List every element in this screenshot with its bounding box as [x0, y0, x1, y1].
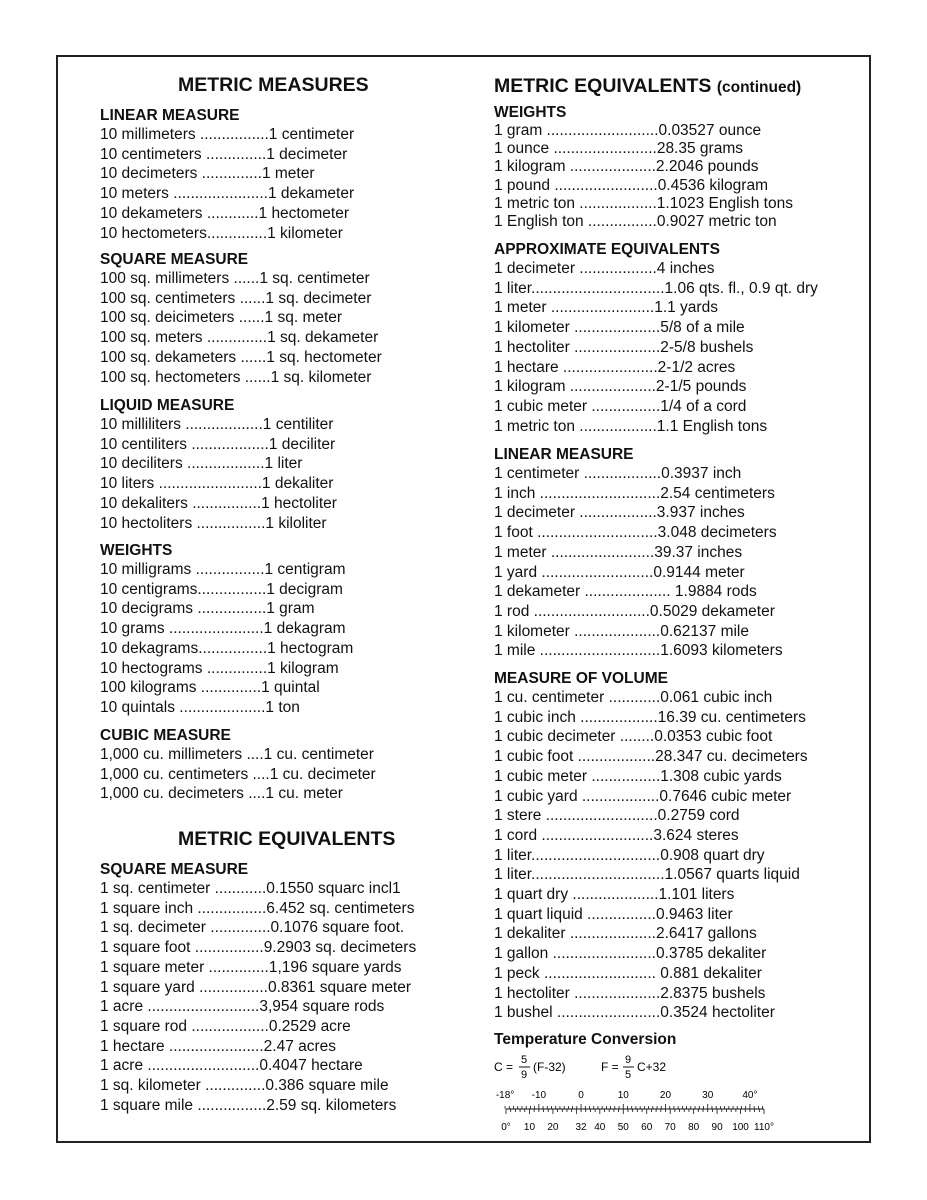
list-item: 1 acre ..........................0.4047 hectare [100, 1057, 363, 1075]
cubic-measure-section [100, 726, 376, 804]
list-item: 1 centimeter ..................0.3937 inch [494, 465, 742, 482]
liquid-measure-section [100, 396, 337, 533]
list-item: 1 kilometer ....................0.62137 mile [494, 622, 749, 640]
list-item: 10 grams ......................1 dekagram [100, 620, 346, 638]
formula-f-lhs: F = [601, 1060, 619, 1074]
list-item: 1 foot ............................3.048 decimeters [494, 524, 777, 542]
list-item: 1 cubic meter ................1.308 cubic yards [494, 767, 782, 785]
linear-measure-section [100, 106, 354, 243]
celsius-label: 40° [742, 1090, 758, 1101]
list-item: 10 millimeters ................1 centimeter [100, 126, 355, 143]
temperature-conversion-title: Temperature Conversion [494, 1031, 677, 1048]
list-item: 10 milliliters ..................1 centiliter [100, 416, 334, 433]
list-item: 1 sq. kilometer ..............0.386 square mile [100, 1077, 389, 1095]
fahrenheit-label: 50 [617, 1122, 629, 1133]
list-item: 1 cubic inch ..................16.39 cu. centimeters [494, 708, 806, 726]
list-item: 1 cord ..........................3.624 steres [494, 826, 739, 844]
metric-measures-title: METRIC MEASURES [178, 74, 369, 96]
list-item: 1 decimeter ..................4 inches [494, 260, 715, 277]
equiv-square-measure-section [100, 860, 416, 1115]
approximate-equivalents-section [494, 240, 818, 436]
list-item: 10 liters ........................1 dekaliter [100, 475, 334, 493]
fahrenheit-label: 80 [688, 1122, 700, 1133]
fahrenheit-label: 100 [732, 1122, 749, 1133]
list-item: 10 dekaliters ................1 hectoliter [100, 494, 337, 512]
page-frame [56, 55, 871, 1143]
list-item: 1 dekameter .................... 1.9884 rods [494, 583, 757, 601]
list-item: 1 liter...............................1.06 qts. fl., 0.9 qt. dry [494, 279, 818, 297]
list-item: 1 sq. centimeter ............0.1550 squarc incl1 [100, 880, 401, 897]
list-item: 10 decimeters ..............1 meter [100, 165, 315, 183]
list-item: 1 decimeter ..................3.937 inches [494, 504, 745, 522]
list-item: 1 inch ............................2.54 centimeters [494, 484, 775, 502]
list-item: 1 square inch ................6.452 sq. centimeters [100, 899, 415, 917]
list-item: 1 kilogram ....................2.2046 pounds [494, 158, 759, 176]
list-item: 100 sq. deicimeters ......1 sq. meter [100, 309, 343, 327]
formula-c-den: 9 [521, 1069, 528, 1081]
metric-equivalents-continued-title [494, 74, 801, 100]
cont-linear-measure-section [494, 445, 783, 661]
metric-equivalents-title: METRIC EQUIVALENTS [178, 828, 396, 850]
list-item: 1 gallon ........................0.3785 dekaliter [494, 945, 767, 963]
fahrenheit-label: 0° [501, 1122, 511, 1133]
celsius-label: 10 [617, 1090, 629, 1101]
list-item: 1 metric ton ..................1.1 English tons [494, 417, 768, 435]
list-item: 1 liter..............................0.908 quart dry [494, 846, 765, 864]
celsius-label: 20 [659, 1090, 672, 1101]
celsius-label: -18° [495, 1090, 515, 1101]
list-item: 1 rod ...........................0.5029 dekameter [494, 602, 775, 620]
list-item: 1 cubic foot ..................28.347 cu. decimeters [494, 748, 808, 766]
list-item: 1 square meter ..............1,196 square yards [100, 958, 402, 976]
list-item: 10 centigrams................1 decigram [100, 580, 343, 598]
list-item: 1 English ton ................0.9027 metric ton [494, 213, 777, 231]
list-item: 1,000 cu. millimeters ....1 cu. centimeter [100, 746, 374, 763]
measure-of-volume-section [494, 669, 808, 1023]
list-item: 10 decigrams ................1 gram [100, 600, 315, 618]
list-item: 1 sq. decimeter ..............0.1076 square foot. [100, 919, 405, 937]
list-item: 10 hectometers..............1 kilometer [100, 224, 343, 242]
list-item: 1 metric ton ..................1.1023 English tons [494, 194, 793, 212]
temperature-formulas [494, 1050, 694, 1084]
list-item: 10 meters ......................1 dekameter [100, 185, 355, 203]
list-item: 100 sq. meters ..............1 sq. dekameter [100, 329, 379, 347]
square-measure-section [100, 250, 382, 387]
list-item: 1 ounce ........................28.35 grams [494, 140, 743, 158]
formula-f-rhs: C+32 [637, 1060, 667, 1074]
fahrenheit-label: 20 [547, 1122, 559, 1133]
list-item: 1 hectoliter ....................2.8375 bushels [494, 984, 766, 1002]
fahrenheit-label: 90 [711, 1122, 723, 1133]
list-item: 1 square mile ................2.59 sq. kilometers [100, 1096, 397, 1114]
list-item: 10 milligrams ................1 centigram [100, 561, 346, 578]
list-item: 1 peck .......................... 0.881 dekaliter [494, 964, 762, 982]
list-item: 1 yard ..........................0.9144 meter [494, 563, 745, 581]
formula-c-lhs: C = [494, 1060, 514, 1074]
list-item: 1 quart liquid ................0.9463 liter [494, 905, 733, 923]
title-suffix: (continued) [716, 79, 802, 96]
section-heading: WEIGHTS [100, 542, 173, 559]
fahrenheit-label: 32 [575, 1122, 587, 1133]
list-item: 1 pound ........................0.4536 kilogram [494, 176, 768, 194]
cont-weights-section [494, 104, 793, 231]
formula-f-num: 9 [625, 1054, 632, 1066]
temperature-scale [494, 1087, 794, 1137]
list-item: 1 kilogram ....................2-1/5 pounds [494, 378, 747, 396]
list-item: 1 meter ........................39.37 inches [494, 543, 743, 561]
celsius-label: -10 [531, 1090, 547, 1101]
list-item: 100 sq. centimeters ......1 sq. decimeter [100, 289, 372, 307]
section-heading: MEASURE OF VOLUME [494, 670, 668, 687]
title-text: METRIC EQUIVALENTS [494, 75, 712, 97]
fahrenheit-label: 60 [641, 1122, 653, 1133]
list-item: 1 cubic meter ................1/4 of a cord [494, 397, 747, 415]
list-item: 10 quintals ....................1 ton [100, 698, 300, 716]
weights-section [100, 541, 353, 718]
list-item: 1,000 cu. centimeters ....1 cu. decimeter [100, 765, 376, 783]
list-item: 1 acre ..........................3,954 square rods [100, 998, 385, 1016]
list-item: 10 hectograms ..............1 kilogram [100, 659, 339, 677]
list-item: 10 dekagrams................1 hectogram [100, 639, 354, 657]
list-item: 1 cubic yard ..................0.7646 cubic meter [494, 787, 792, 805]
section-heading: APPROXIMATE EQUIVALENTS [494, 241, 720, 258]
fahrenheit-label: 10 [523, 1122, 536, 1133]
list-item: 1 cu. centimeter ............0.061 cubic inch [494, 689, 773, 706]
list-item: 10 centiliters ..................1 deciliter [100, 435, 336, 453]
list-item: 100 kilograms ..............1 quintal [100, 679, 320, 697]
list-item: 10 deciliters ..................1 liter [100, 455, 303, 473]
list-item: 10 hectoliters ................1 kiloliter [100, 514, 327, 532]
list-item: 1 quart dry ....................1.101 liters [494, 886, 735, 904]
celsius-label: 0 [578, 1090, 584, 1101]
list-item: 1 mile ............................1.6093 kilometers [494, 642, 783, 660]
list-item: 1 meter ........................1.1 yards [494, 299, 718, 317]
section-heading: LIQUID MEASURE [100, 397, 235, 414]
list-item: 1 liter...............................1.0567 quarts liquid [494, 866, 800, 884]
list-item: 1 bushel ........................0.3524 hectoliter [494, 1004, 775, 1022]
celsius-label: 30 [702, 1090, 714, 1101]
list-item: 1 hectoliter ....................2-5/8 bushels [494, 338, 754, 356]
formula-f-den: 5 [625, 1069, 632, 1081]
list-item: 1 hectare ......................2-1/2 acres [494, 358, 736, 376]
list-item: 100 sq. hectometers ......1 sq. kilometer [100, 368, 372, 386]
formula-c-rhs: (F-32) [533, 1060, 566, 1074]
fahrenheit-label: 70 [664, 1122, 676, 1133]
list-item: 1 square rod ..................0.2529 acre [100, 1017, 351, 1035]
list-item: 1 gram ..........................0.03527 ounce [494, 122, 762, 139]
fahrenheit-label: 110° [754, 1122, 774, 1133]
list-item: 10 centimeters ..............1 decimeter [100, 145, 348, 163]
section-heading: WEIGHTS [494, 104, 567, 121]
list-item: 10 dekameters ............1 hectometer [100, 204, 349, 222]
list-item: 1 dekaliter ....................2.6417 gallons [494, 925, 757, 943]
formula-c-num: 5 [521, 1054, 528, 1066]
section-heading: LINEAR MEASURE [494, 446, 634, 463]
section-heading: SQUARE MEASURE [100, 861, 249, 878]
fahrenheit-label: 40 [594, 1122, 606, 1133]
list-item: 100 sq. millimeters ......1 sq. centimeter [100, 270, 370, 287]
section-heading: SQUARE MEASURE [100, 251, 249, 268]
list-item: 1 cubic decimeter ........0.0353 cubic foot [494, 728, 773, 746]
list-item: 1 square foot ................9.2903 sq. decimeters [100, 939, 417, 957]
list-item: 1 kilometer ....................5/8 of a mile [494, 319, 745, 337]
list-item: 1 stere ..........................0.2759 cord [494, 807, 740, 825]
list-item: 1,000 cu. decimeters ....1 cu. meter [100, 785, 343, 803]
section-heading: LINEAR MEASURE [100, 107, 240, 124]
list-item: 1 square yard ................0.8361 square meter [100, 978, 412, 996]
list-item: 1 hectare ......................2.47 acres [100, 1037, 337, 1055]
section-heading: CUBIC MEASURE [100, 727, 231, 744]
list-item: 100 sq. dekameters ......1 sq. hectometer [100, 348, 382, 366]
